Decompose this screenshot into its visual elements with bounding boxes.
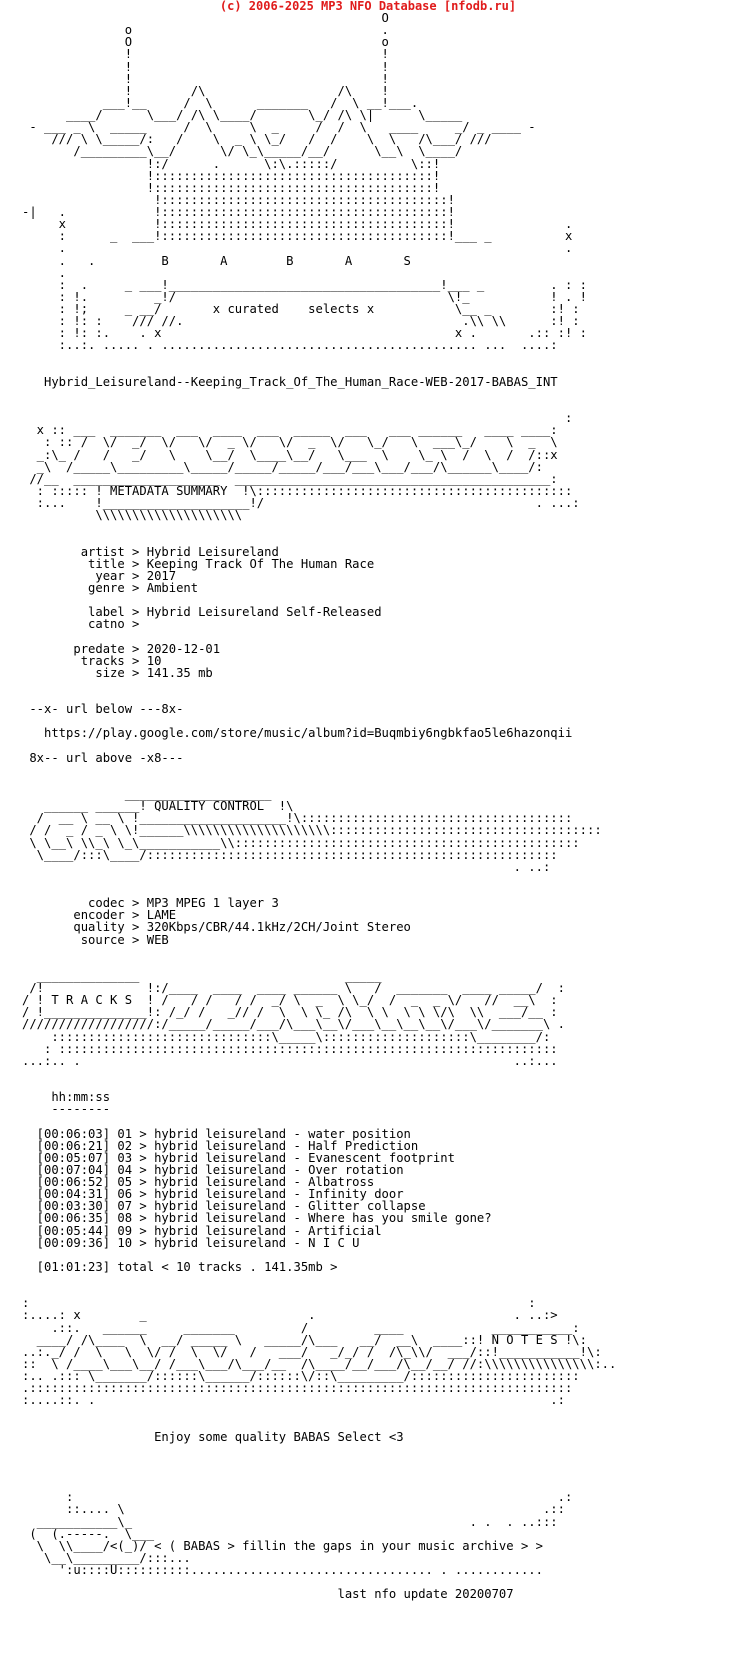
nfo-document: O o . O o ! ! ! ! ! ! ! /\ /\ ! ___!__ / \ _______ / \ __!___. ____/ \___/ /\ \____/ \_/ /\ \| \_____ - ___ _ \ _____ / \ \ _ / / \ ____ _/ _ ____ - /// \ \_____/: / \ _ \ \_/ / / \ \ /\___/ /// /_________\__/ \/ \_\_____/__/ \__\ \____/ !:/ . \:\.:::::/ \::! !::::::::::::::::::::::::::::::::::::::! !::::::::::::::::::::::::::::::::::::::! !:::::::::::::::::::::::::::::::::::::::! -| . !:::::::::::::::::::::::::::::::::::::::! x !:::::::::::::::::::::::::::::::::::::::! . : _ ___!:::::::::::::::::::::::::::::::::::::::!___ _ x . . . . B A B A S . : . _ ___!_____________________________________!___ _ . : : : !. _!/ \!_ ! . ! : !; _ __/ x curated selects x \__ _ :! : : !: : /// //. .\\ \\ :! : : !: :. . x x . .:: :! : :..:. ..... . ........................................... ... ....: Hybrid_Leisureland--Keeping_Track_Of_The_Human_Race-WEB-2017-BABAS_INT : x :: ___ _______ ___ ____ ___ _____ ___ ___ ______ ____ ____: : :: / \/ _/ \/ \/ _ \/ \/ _ \/ \_/ \ ___\_/ \ _ \ _:\_ / / _/ \ \__/ \____\__/ \___ \ \_ \ / \ / /::x _\ /_____\_________\_____/_____/_____/___/___\___/___/\______\____/: //__ ____________________ ___________________________________________: : ::::: ! METADATA SUMMARY !\::::::::::::::::::::::::::::::::::::::::::: :... !____________________!/ . ...: \\\\\\\\\\\\\\\\\\\\ artist > Hybrid Leisureland title > Keeping Track Of The Human Race year > 2017 genre > Ambient label > Hybrid Leisureland Self-Released catno > predate > 2020-12-01 tracks > 10 size > 141.35 mb --x- url below ---8x- https://play.google.com/store/music/album?id=Buqmbiy6ngbkfao5le6hazonqii 8x-- url above -x8--- ____________________ ______ ______! QUALITY CONTROL !\ / __ \ __ \ !____________________!\::::::::::::::::::::::::::::::::::::: / / _ / _ \ \!______\\\\\\\\\\\\\\\\\\\\::::::::::::::::::::::::::::::::::::: \ \__\ \\_\ \_\___________\\::::::::::::::::::::::::::::::::::::::::::::::: \____/:::\____/:::::::::::::::::::::::::::::::::::::::::::::::::::::::: . ..: codec > MP3 MPEG 1 layer 3 encoder > LAME quality > 320Kbps/CBR/44.1kHz/2CH/Joint Stereo source > WEB ______________ _____ /! !:/____ ____ ____ ______ \ / _______ ____ _____/ : / ! T R A C K S ! / / / / / _/ \ _ \ \_/ / _ _ \/ // __\ : / !______________!: /_/ / _// / \ \ \_ /\ \ \ \ \ \/\ \\ ___/__ : //////////////////:/_____/_____/___/\___\__\/___\__\__\__\/___\/_______\ . ::::::::::::::::::::::::::::::\_____\::::::::::::::::::::\________/: : :::::::::::::::::::::::::::::::::::::::::::::::::::::::::::::::::::: ...:.. . ..:... hh:mm:ss -------- [00:06:03] 01 > hybrid leisureland - water position [00:06:21] 02 > hybrid leisureland - Half Prediction [00:05:07] 03 > hybrid leisureland - Evanescent footprint [00:07:04] 04 > hybrid leisureland - Over rotation [00:06:52] 05 > hybrid leisureland - Albatross [00:04:31] 06 > hybrid leisureland - Infinity door [00:03:30] 07 > hybrid leisureland - Glitter collapse [00:06:35] 08 > hybrid leisureland - Where has you smile gone? [00:05:44] 09 > hybrid leisureland - Artificial [00:09:36] 10 > hybrid leisureland - N I C U [01:01:23] total < 10 tracks . 141.35mb > : : :....: x _ . . ..:> .::. ______ _______ / ____ ___________: ____/ /\____ \ __/ _____ \ _____/\___ __/ __\ ____::! N O T E S !\: ..:._/ / \ \ \/ / \ \/ / ___/ _/_/ / /\_\\/ ___/::!___________!\: :: \ /____\___\__/ /___\___/\___/__ /\____/__/___/\__/__/ //:\\\\\\\\\\\\\\\:.. :.. .::: \_______/::::::\______/::::::\/::\_________/::::::::::::::::::::::: .:::::::::::::::::::::::::::::::::::::::::::::::::::::::::::::::::::::::::: :....::. . .: Enjoy some quality BABAS Select <3 : .: ::.... \ .:: ___________\_ . . . ..::: ( (.-----. \___ \ \\____/<(_)/ < ( BABAS > fillin the gaps in your music archive > > \__\_________/:::... ':u::::U::::::::::................................. . ............ last nfo update 20200707: [22, 11, 617, 1602]
site-header: (c) 2006-2025 MP3 NFO Database [nfodb.ru]: [219, 0, 517, 13]
